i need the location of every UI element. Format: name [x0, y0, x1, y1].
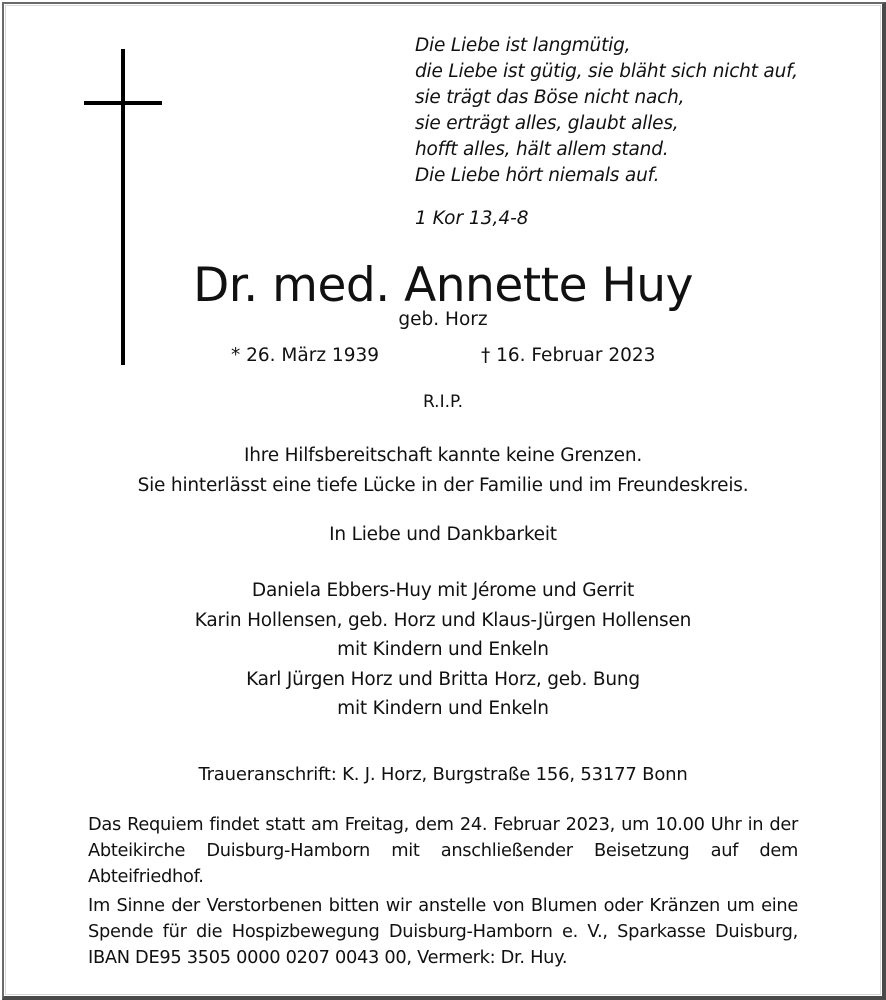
verse-line: Die Liebe hört niemals auf. — [415, 165, 660, 186]
family-line: mit Kindern und Enkeln — [337, 698, 549, 719]
verse-reference: 1 Kor 13,4-8 — [415, 208, 529, 229]
family-line: Daniela Ebbers-Huy mit Jérome und Gerrit — [251, 580, 635, 601]
deceased-name: Dr. med. Annette Huy — [193, 258, 693, 313]
birth-date: * 26. März 1939 — [231, 345, 380, 366]
family-line: Karin Hollensen, geb. Horz und Klaus-Jürgen Hollensen — [194, 609, 692, 631]
tribute-text — [0, 441, 886, 501]
cross-horizontal-bar — [84, 101, 162, 105]
verse-line: die Liebe ist gütig, sie bläht sich nicht auf, — [415, 61, 798, 82]
donation-info: Im Sinne der Verstorbenen bitten wir anstelle von Blumen oder Kränzen um eine Spende für die Hospizbewegung Duisburg-Hamborn e. V., Sparkasse Duisburg, IBAN DE95 3505 0000 0207 0043 00, Vermerk: Dr. Huy. — [88, 895, 798, 968]
verse-line: sie trägt das Böse nicht nach, — [415, 87, 685, 108]
closing-phrase: In Liebe und Dankbarkeit — [329, 524, 557, 545]
family-list — [0, 576, 886, 724]
tribute-line: Sie hinterlässt eine tiefe Lücke in der Familie und im Freundeskreis. — [137, 475, 749, 496]
rip-text: R.I.P. — [422, 392, 464, 412]
verse-line: Die Liebe ist langmütig, — [415, 35, 631, 56]
death-date: † 16. Februar 2023 — [481, 345, 656, 366]
maiden-name: geb. Horz — [398, 309, 488, 330]
service-info: Das Requiem findet statt am Freitag, dem 24. Februar 2023, um 10.00 Uhr in der Abteikirche Duisburg-Hamborn mit anschließender Beisetzung auf dem Abteifriedhof. — [88, 814, 798, 887]
verse-line: hofft alles, hält allem stand. — [415, 139, 669, 160]
family-line: Karl Jürgen Horz und Britta Horz, geb. Bung — [246, 668, 640, 690]
bible-verse — [415, 33, 798, 189]
family-line: mit Kindern und Enkeln — [337, 639, 549, 660]
verse-line: sie erträgt alles, glaubt alles, — [415, 113, 679, 134]
mourning-address: Traueranschrift: K. J. Horz, Burgstraße 156, 53177 Bonn — [198, 764, 688, 785]
tribute-line: Ihre Hilfsbereitschaft kannte keine Grenzen. — [243, 445, 643, 466]
